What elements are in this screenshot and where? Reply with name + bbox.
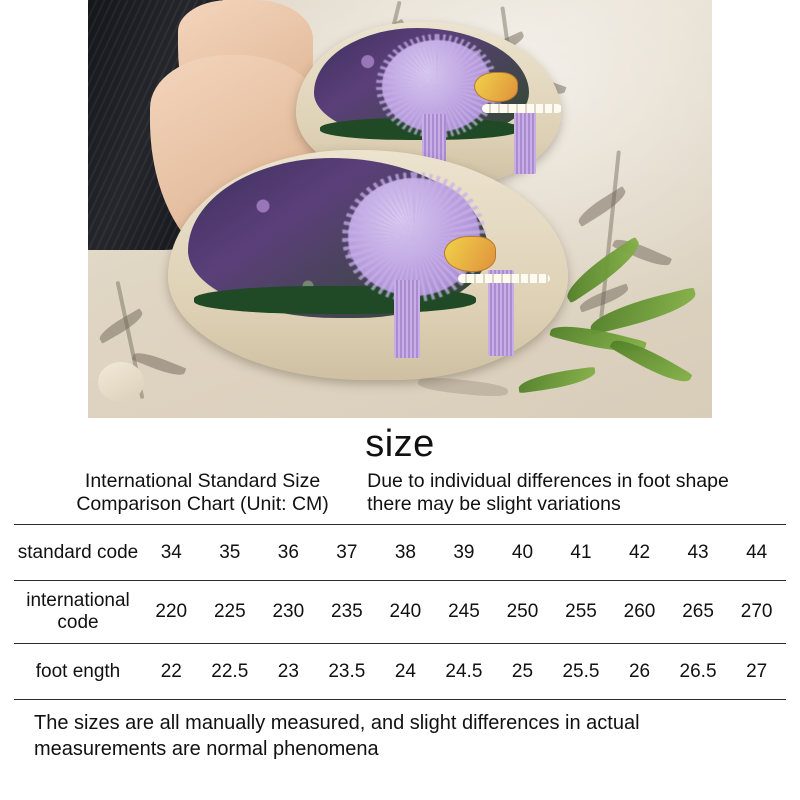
- cell: 220: [142, 581, 201, 644]
- cell: 25.5: [552, 644, 611, 700]
- cell: 265: [669, 581, 728, 644]
- cell: 26.5: [669, 644, 728, 700]
- cell: 36: [259, 525, 318, 581]
- cell: 24.5: [435, 644, 494, 700]
- table-row: [14, 581, 786, 644]
- cell: 39: [435, 525, 494, 581]
- cell: 40: [493, 525, 552, 581]
- cell: 44: [727, 525, 786, 581]
- size-heading-right: Due to individual differences in foot shape there may be slight variations: [367, 470, 729, 515]
- size-chart-section: [0, 418, 800, 800]
- cell: 34: [142, 525, 201, 581]
- table-row: [14, 644, 786, 700]
- row-label: foot ength: [14, 644, 142, 700]
- cell: 255: [552, 581, 611, 644]
- cell: 27: [727, 644, 786, 700]
- size-footnote: The sizes are all manually measured, and slight differences in actual measurements are normal phenomena: [34, 712, 640, 760]
- table-row: [14, 525, 786, 581]
- cell: 24: [376, 644, 435, 700]
- cell: 41: [552, 525, 611, 581]
- size-table: [14, 524, 786, 700]
- cell: 26: [610, 644, 669, 700]
- cell: 270: [727, 581, 786, 644]
- cell: 37: [318, 525, 377, 581]
- cell: 240: [376, 581, 435, 644]
- cell: 250: [493, 581, 552, 644]
- cell: 25: [493, 644, 552, 700]
- cell: 43: [669, 525, 728, 581]
- cell: 38: [376, 525, 435, 581]
- cell: 230: [259, 581, 318, 644]
- cell: 35: [201, 525, 260, 581]
- cell: 22.5: [201, 644, 260, 700]
- shoe-front: [168, 150, 568, 380]
- cell: 42: [610, 525, 669, 581]
- cell: 23.5: [318, 644, 377, 700]
- cell: 235: [318, 581, 377, 644]
- row-label: international code: [14, 581, 142, 644]
- cell: 245: [435, 581, 494, 644]
- photo-left-margin: [0, 0, 88, 418]
- row-label: standard code: [14, 525, 142, 581]
- cell: 23: [259, 644, 318, 700]
- cell: 225: [201, 581, 260, 644]
- size-heading-left: International Standard Size Comparison Chart (Unit: CM): [76, 470, 329, 515]
- size-title: size: [365, 423, 435, 465]
- size-headings: [14, 466, 786, 516]
- cell: 260: [610, 581, 669, 644]
- photo-right-margin: [712, 0, 800, 418]
- cell: 22: [142, 644, 201, 700]
